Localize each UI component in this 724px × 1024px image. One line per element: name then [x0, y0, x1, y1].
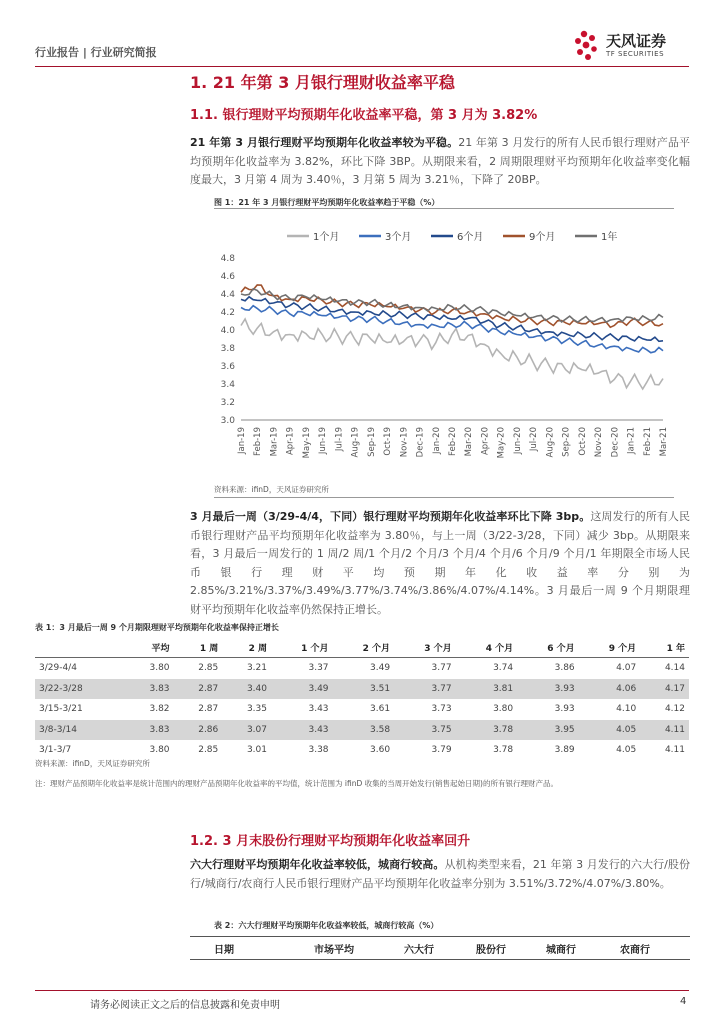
logo-text-cn: 天风证券 — [606, 32, 667, 50]
table-cell: 3.93 — [554, 704, 575, 715]
table-cell: 3.49 — [370, 663, 391, 674]
table-cell: 3.35 — [246, 704, 267, 715]
table-cell: 3.95 — [517, 720, 579, 741]
table-cell: 4.07 — [616, 663, 637, 674]
y-tick-label: 3.4 — [220, 380, 235, 390]
series-line-0 — [241, 319, 663, 389]
x-tick-label: Jul-19 — [334, 427, 345, 452]
table-cell: 3.58 — [333, 720, 395, 741]
series-line-1 — [241, 306, 663, 353]
y-tick-label: 3.0 — [220, 416, 235, 426]
footer-divider — [35, 990, 689, 991]
table-cell: 4.14 — [664, 663, 685, 674]
y-tick-label: 4.4 — [220, 290, 235, 300]
x-tick-label: Jan-20 — [431, 427, 442, 454]
paragraph-1 — [190, 134, 690, 190]
table-cell: 4.12 — [664, 704, 685, 715]
table-1-header: 6 个月 — [517, 637, 579, 658]
table-cell: 3/15-3/21 — [39, 704, 83, 715]
figure-1-top-rule — [214, 208, 674, 209]
table-cell: 3.51 — [333, 679, 395, 700]
table-cell: 3.77 — [431, 663, 452, 674]
paragraph-3-body: 从机构类型来看，21 年第 3 月发行的六大行/股份行/城商行/农商行人民币银行理财产品平均预期年化收益率分别为 3.51%/3.72%/4.07%/3.80%。 — [190, 858, 690, 890]
table-cell: 3/1-3/7 — [39, 745, 72, 756]
legend-label: 6个月 — [457, 232, 484, 243]
legend-label: 9个月 — [529, 232, 556, 243]
table-1-header: 9 个月 — [579, 637, 641, 658]
table-1-header: 1 个月 — [271, 637, 333, 658]
table-cell: 3.60 — [370, 745, 391, 756]
table-1-header: 1 周 — [174, 637, 223, 658]
x-tick-label: Mar-20 — [464, 427, 475, 457]
table-cell: 3.38 — [308, 745, 329, 756]
table-cell: 3.74 — [493, 663, 514, 674]
footer-disclaimer: 请务必阅读正文之后的信息披露和免责申明 — [90, 1000, 280, 1011]
table-cell: 3.80 — [493, 704, 514, 715]
table-1-header: 2 周 — [222, 637, 271, 658]
table-cell: 2.87 — [174, 679, 223, 700]
table-cell: 3/22-3/28 — [35, 679, 125, 700]
table-cell: 2.87 — [198, 704, 219, 715]
table-cell: 3.73 — [431, 704, 452, 715]
table-2-header: 股份行 — [476, 945, 506, 956]
table-cell: 3.78 — [493, 745, 514, 756]
legend-label: 1年 — [601, 232, 618, 243]
y-tick-label: 4.8 — [220, 254, 235, 264]
table-cell: 3.01 — [246, 745, 267, 756]
x-tick-label: Feb-19 — [253, 427, 264, 456]
table-1-header: 平均 — [125, 637, 174, 658]
table-1-header: 1 年 — [640, 637, 689, 658]
table-2-header: 日期 — [214, 945, 234, 956]
table-cell: 3.81 — [456, 679, 518, 700]
table-cell: 2.85 — [198, 663, 219, 674]
logo-text-en: TF SECURITIES — [606, 50, 665, 58]
page-number: 4 — [680, 996, 687, 1007]
legend-label: 1个月 — [313, 232, 340, 243]
paragraph-1-lead: 21 年第 3 月银行理财平均预期年化收益率较为平稳。 — [190, 136, 459, 149]
table-cell: 3.86 — [554, 663, 575, 674]
figure-1-title: 图 1：21 年 3 月银行理财平均预期年化收益率趋于平稳（%） — [214, 198, 440, 207]
table-cell: 3/8-3/14 — [35, 720, 125, 741]
x-tick-label: Oct-19 — [383, 427, 394, 456]
table-2-header: 市场平均 — [314, 945, 354, 956]
table-cell: 3.80 — [149, 745, 170, 756]
x-tick-label: Aug-20 — [545, 427, 556, 458]
table-1-header: 4 个月 — [456, 637, 518, 658]
section-1-1-title: 1.1. 银行理财平均预期年化收益率平稳，第 3 月为 3.82% — [190, 108, 538, 123]
table-cell: 4.05 — [579, 720, 641, 741]
x-tick-label: May-19 — [301, 427, 312, 459]
table-row — [35, 720, 689, 741]
x-tick-label: Apr-19 — [285, 427, 296, 456]
y-tick-label: 3.2 — [220, 398, 235, 408]
table-cell: 3.75 — [394, 720, 456, 741]
table-cell: 3/29-4/4 — [39, 663, 77, 674]
x-tick-label: Jun-20 — [512, 427, 523, 455]
x-tick-label: Mar-19 — [269, 427, 280, 457]
table-cell: 3.82 — [149, 704, 170, 715]
figure-1-bottom-rule — [214, 497, 674, 498]
report-header: 行业报告 | 行业研究简报 — [35, 46, 157, 59]
table-cell: 3.40 — [222, 679, 271, 700]
paragraph-3 — [190, 856, 690, 893]
table-cell: 4.11 — [664, 745, 685, 756]
table-cell: 4.05 — [616, 745, 637, 756]
x-tick-label: Aug-19 — [350, 427, 361, 458]
x-tick-label: Jul-20 — [529, 427, 540, 452]
table-1 — [35, 637, 689, 761]
table-2-caption: 表 2：六大行理财平均预期年化收益率较低，城商行较高（%） — [214, 921, 439, 930]
x-tick-label: Feb-20 — [448, 427, 458, 456]
table-2-header-row — [190, 936, 690, 960]
table-2-header: 六大行 — [404, 945, 434, 956]
table-1-header: 2 个月 — [333, 637, 395, 658]
paragraph-2 — [190, 508, 690, 619]
table-cell: 3.43 — [308, 704, 329, 715]
table-cell: 3.83 — [125, 679, 174, 700]
table-row — [35, 699, 689, 720]
x-tick-label: Nov-20 — [594, 427, 605, 458]
x-tick-label: Dec-19 — [415, 427, 426, 458]
logo — [572, 28, 692, 62]
table-cell: 2.86 — [174, 720, 223, 741]
x-tick-label: Nov-19 — [399, 427, 410, 458]
table-cell: 4.10 — [616, 704, 637, 715]
x-tick-label: Dec-20 — [610, 427, 621, 458]
table-cell: 3.93 — [517, 679, 579, 700]
x-tick-label: Sep-20 — [561, 427, 572, 457]
section-1-title: 1. 21 年第 3 月银行理财收益率平稳 — [190, 73, 455, 92]
series-line-4 — [241, 289, 663, 322]
table-cell: 3.43 — [271, 720, 333, 741]
table-cell: 3.79 — [431, 745, 452, 756]
table-cell: 2.85 — [198, 745, 219, 756]
table-cell: 3.77 — [394, 679, 456, 700]
table-1-header — [35, 637, 125, 658]
table-cell: 4.17 — [640, 679, 689, 700]
x-tick-label: Mar-21 — [659, 427, 669, 457]
table-cell: 3.07 — [222, 720, 271, 741]
table-cell: 3.83 — [125, 720, 174, 741]
x-tick-label: Jun-19 — [318, 427, 329, 455]
table-1-source: 资料来源：ifinD，天风证券研究所 — [35, 759, 150, 768]
x-tick-label: May-20 — [496, 427, 507, 459]
table-cell: 3.89 — [554, 745, 575, 756]
figure-1-source: 资料来源：ifinD，天风证券研究所 — [214, 485, 329, 494]
table-cell: 3.21 — [246, 663, 267, 674]
paragraph-2-body: 这周发行的所有人民币银行理财产品平均预期年化收益率为 3.80％，与上一周（3/22-3/28，下同）减少 3bp。从期限来看，3 月最后一周发行的 1 周/2 周/1 个月/2 个月/3 个月/4 个月/6 个月/9 个月/1 年期限全市场人民币银行理财平均预期年化收益率分别为 2.85%/3.21%/3.37%/3.49%/3.77%/3.74%/3.86%/4.07%/4.14%。3 月最后一周 9 个月期限理财平均预期年化收益率仍然保持正增长。 — [190, 510, 690, 616]
y-tick-label: 3.8 — [220, 344, 235, 354]
section-1-2-title: 1.2. 3 月末股份行理财平均预期年化收益率回升 — [190, 834, 471, 849]
table-1-caption: 表 1：3 月最后一周 9 个月期限理财平均预期年化收益率保持正增长 — [35, 623, 279, 632]
x-tick-label: Oct-20 — [577, 427, 588, 456]
table-cell: 3.78 — [456, 720, 518, 741]
table-2-header: 农商行 — [620, 945, 650, 956]
paragraph-1-body: 21 年第 3 月发行的所有人民币银行理财产品平均预期年化收益率为 3.82%，环比下降 3BP。从期限来看，2 周期限理财平均预期年化收益率变化幅度最大，3 月第 4 周为 3.40％，3 月第 5 周为 3.21％，下降了 20BP。 — [190, 136, 691, 186]
x-tick-label: Feb-21 — [642, 427, 653, 456]
table-1-header: 3 个月 — [394, 637, 456, 658]
yield-line-chart — [205, 220, 675, 482]
table-cell: 4.11 — [640, 720, 689, 741]
x-tick-label: Jan-21 — [626, 427, 637, 454]
table-cell: 3.80 — [149, 663, 170, 674]
y-tick-label: 4.2 — [220, 308, 235, 318]
x-tick-label: Jan-19 — [237, 427, 247, 454]
paragraph-3-lead: 六大行理财平均预期年化收益率较低，城商行较高。 — [190, 858, 445, 871]
y-tick-label: 4.6 — [220, 272, 235, 282]
table-row — [35, 679, 689, 700]
table-cell: 4.06 — [579, 679, 641, 700]
x-tick-label: Sep-19 — [366, 427, 377, 457]
y-tick-label: 4.0 — [220, 326, 235, 336]
tf-logo-icon — [572, 28, 604, 62]
table-cell: 3.37 — [308, 663, 329, 674]
x-tick-label: Apr-20 — [480, 427, 491, 456]
table-1-note: 注：理财产品预期年化收益率是统计范围内的理财产品预期年化收益率的平均值，统计范围为 ifinD 收集的当周开始发行(销售起始日期)的所有银行理财产品。 — [35, 779, 558, 788]
paragraph-2-lead: 3 月最后一周（3/29-4/4，下同）银行理财平均预期年化收益率环比下降 3bp。 — [190, 510, 591, 523]
table-row — [35, 658, 689, 679]
y-tick-label: 3.6 — [220, 362, 235, 372]
header-divider — [35, 66, 689, 67]
table-1-header-row — [35, 637, 689, 658]
table-cell: 3.49 — [271, 679, 333, 700]
table-cell: 3.61 — [370, 704, 391, 715]
table-2-header: 城商行 — [546, 945, 576, 956]
legend-label: 3个月 — [385, 232, 412, 243]
